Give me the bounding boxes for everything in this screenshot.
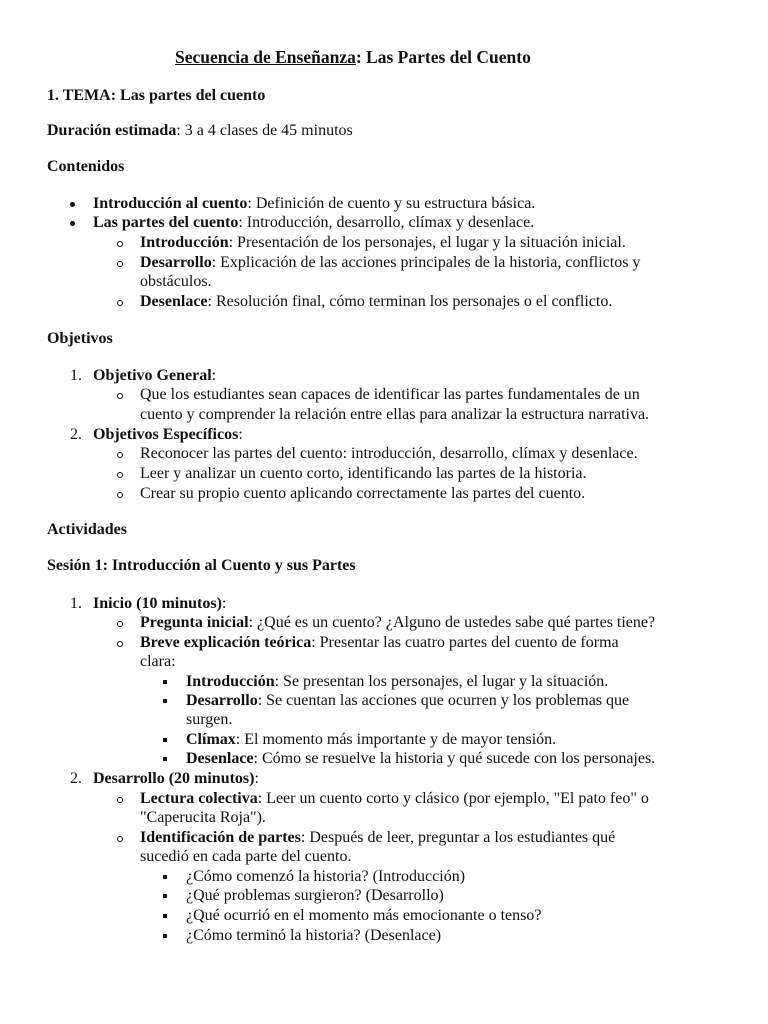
subitem-label: Desenlace: [140, 293, 208, 310]
lectura-label: Lectura colectiva: [140, 790, 258, 807]
duracion-value: : 3 a 4 clases de 45 minutos: [176, 122, 353, 139]
bullet: [68, 213, 78, 232]
contenido-subitem: [140, 233, 626, 252]
objetivo-item: Leer y analizar un cuento corto, identificando las partes de la historia.: [140, 465, 587, 482]
contenido-item: [93, 213, 534, 232]
tema-heading: 1. TEMA: Las partes del cuento: [47, 87, 266, 104]
objetivos-heading: Objetivos: [47, 330, 113, 347]
subitem-text: : Presentación de los personajes, el lugar y la situación inicial.: [228, 234, 626, 251]
square-bullet: [162, 867, 172, 886]
identificacion-text: : Después de leer, preguntar a los estudiantes qué: [300, 829, 616, 846]
lectura-colectiva: [140, 789, 649, 808]
objetivo-general: [93, 366, 216, 385]
colon: :: [221, 595, 227, 612]
colon: :: [238, 426, 243, 443]
bullet: [68, 194, 78, 213]
objetivos-especificos: [93, 425, 243, 444]
parte-text: : Cómo se resuelve la historia y qué sucede con los personajes.: [253, 750, 656, 767]
sesion-heading: Sesión 1: Introducción al Cuento y sus Partes: [47, 557, 356, 574]
sub-bullet: [116, 444, 126, 463]
pregunta-item: ¿Cómo comenzó la historia? (Introducción): [186, 868, 466, 885]
list-number: 2.: [70, 426, 82, 443]
subitem-text-cont: obstáculos.: [140, 273, 212, 290]
breve-text-cont: clara:: [140, 653, 176, 670]
sub-bullet: [116, 464, 126, 483]
objetivo-general-text-cont: cuento y comprender la relación entre ellas para analizar la estructura narrativa.: [140, 406, 650, 423]
contenido-subitem: [140, 253, 640, 272]
subitem-text: : Explicación de las acciones principales de la historia, conflictos y: [211, 254, 641, 271]
pregunta-item: ¿Cómo terminó la historia? (Desenlace): [186, 927, 442, 944]
item-label: Las partes del cuento: [93, 214, 239, 231]
sub-bullet: [116, 828, 126, 847]
parte-label: Introducción: [186, 673, 275, 690]
breve-text: : Presentar las cuatro partes del cuento de forma: [311, 634, 619, 651]
parte-label: Desenlace: [186, 750, 254, 767]
square-bullet: [162, 926, 172, 945]
item-text: : Introducción, desarrollo, clímax y desenlace.: [238, 214, 535, 231]
sub-bullet: [116, 484, 126, 503]
square-bullet: [162, 730, 172, 749]
contenido-subitem: [140, 292, 612, 311]
parte-item: [186, 691, 629, 710]
parte-item: [186, 730, 556, 749]
document-title: [175, 47, 531, 68]
sub-bullet: [116, 253, 126, 272]
contenido-item: [93, 194, 535, 213]
identificacion-label: Identificación de partes: [140, 829, 301, 846]
square-bullet: [162, 886, 172, 905]
sub-bullet: [116, 233, 126, 252]
pregunta-inicial: [140, 613, 655, 632]
pregunta-item: ¿Qué ocurrió en el momento más emocionante o tenso?: [186, 907, 542, 924]
sub-bullet: [116, 789, 126, 808]
lectura-text-cont: "Caperucita Roja").: [140, 809, 266, 826]
title-underlined: Secuencia de Enseñanza: [175, 47, 356, 67]
list-number: 1.: [70, 367, 82, 384]
item-label: Introducción al cuento: [93, 195, 248, 212]
contenidos-heading: Contenidos: [47, 158, 125, 175]
square-bullet: [162, 749, 172, 768]
subitem-text: : Resolución final, cómo terminan los personajes o el conflicto.: [207, 293, 613, 310]
inicio-item: [93, 594, 226, 613]
parte-text-cont: surgen.: [186, 711, 233, 728]
lectura-text: : Leer un cuento corto y clásico (por ejemplo, "El pato feo" o: [257, 790, 649, 807]
breve-label: Breve explicación teórica: [140, 634, 312, 651]
subitem-label: Introducción: [140, 234, 229, 251]
sub-bullet: [116, 385, 126, 404]
sub-bullet: [116, 292, 126, 311]
pregunta-label: Pregunta inicial: [140, 614, 249, 631]
parte-text: : El momento más importante y de mayor tensión.: [235, 731, 557, 748]
duracion-line: [47, 121, 353, 140]
objetivo-item: Reconocer las partes del cuento: introducción, desarrollo, clímax y desenlace.: [140, 445, 638, 462]
objetivo-general-text: Que los estudiantes sean capaces de identificar las partes fundamentales de un: [140, 386, 640, 403]
list-number: 1.: [70, 595, 82, 612]
objetivo-item: Crear su propio cuento aplicando correctamente las partes del cuento.: [140, 485, 586, 502]
parte-text: : Se presentan los personajes, el lugar y la situación.: [274, 673, 609, 690]
pregunta-item: ¿Qué problemas surgieron? (Desarrollo): [186, 887, 444, 904]
square-bullet: [162, 906, 172, 925]
sub-bullet: [116, 613, 126, 632]
parte-label: Clímax: [186, 731, 236, 748]
colon: :: [211, 367, 217, 384]
square-bullet: [162, 672, 172, 691]
objetivos-especificos-label: Objetivos Específicos: [93, 426, 239, 443]
parte-label: Desarrollo: [186, 692, 258, 709]
inicio-label: Inicio (10 minutos): [93, 595, 222, 612]
identificacion-partes: [140, 828, 615, 847]
actividades-heading: Actividades: [47, 521, 127, 538]
square-bullet: [162, 691, 172, 710]
desarrollo-label: Desarrollo (20 minutos): [93, 770, 255, 787]
item-text: : Definición de cuento y su estructura básica.: [247, 195, 536, 212]
pregunta-text: : ¿Qué es un cuento? ¿Alguno de ustedes sabe qué partes tiene?: [248, 614, 656, 631]
objetivo-general-label: Objetivo General: [93, 367, 212, 384]
identificacion-text-cont: sucedió en cada parte del cuento.: [140, 848, 352, 865]
sub-bullet: [116, 633, 126, 652]
parte-text: : Se cuentan las acciones que ocurren y los problemas que: [257, 692, 630, 709]
duracion-label: Duración estimada: [47, 122, 177, 139]
title-rest: : Las Partes del Cuento: [355, 47, 531, 67]
colon: :: [254, 770, 259, 787]
parte-item: [186, 672, 608, 691]
subitem-label: Desarrollo: [140, 254, 212, 271]
parte-item: [186, 749, 655, 768]
list-number: 2.: [70, 770, 82, 787]
breve-explicacion: [140, 633, 619, 652]
desarrollo-item: [93, 769, 259, 788]
